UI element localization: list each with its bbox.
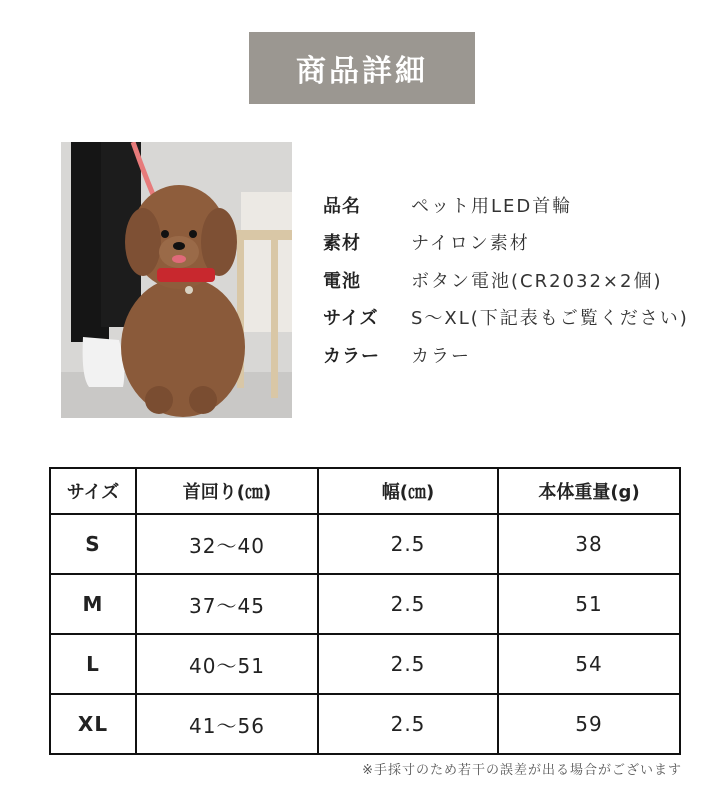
cell-width: 2.5: [318, 694, 498, 754]
spec-value: ペット用LED首輪: [411, 195, 573, 217]
page-title: 商品詳細: [249, 32, 475, 104]
size-table: [49, 467, 681, 755]
measurement-note: ※手採寸のため若干の誤差が出る場合がございます: [362, 763, 682, 778]
cell-weight: 51: [498, 574, 680, 634]
header-weight: 本体重量(g): [498, 468, 680, 514]
cell-width: 2.5: [318, 634, 498, 694]
spec-row-name: [323, 186, 723, 224]
spec-label: サイズ: [323, 308, 379, 330]
table-row: [50, 694, 680, 754]
spec-value: S〜XL(下記表もご覧ください): [411, 308, 689, 330]
header-size: サイズ: [50, 468, 136, 514]
header-width: 幅(㎝): [318, 468, 498, 514]
spec-label: 品名: [323, 195, 361, 217]
cell-width: 2.5: [318, 574, 498, 634]
spec-value: カラー: [411, 345, 471, 367]
cell-neck: 32〜40: [136, 514, 318, 574]
cell-size: L: [50, 634, 136, 694]
spec-label: 素材: [323, 233, 361, 255]
table-row: [50, 514, 680, 574]
table-header-row: [50, 468, 680, 514]
cell-neck: 41〜56: [136, 694, 318, 754]
spec-label: 電池: [323, 270, 361, 292]
header-neck: 首回り(㎝): [136, 468, 318, 514]
cell-neck: 40〜51: [136, 634, 318, 694]
cell-size: S: [50, 514, 136, 574]
spec-row-material: [323, 224, 723, 262]
table-row: [50, 634, 680, 694]
spec-row-battery: [323, 261, 723, 299]
cell-neck: 37〜45: [136, 574, 318, 634]
cell-width: 2.5: [318, 514, 498, 574]
spec-row-size: [323, 299, 723, 337]
spec-row-color: [323, 336, 723, 374]
table-row: [50, 574, 680, 634]
spec-list: [323, 186, 723, 374]
spec-label: カラー: [323, 345, 380, 367]
cell-size: M: [50, 574, 136, 634]
cell-size: XL: [50, 694, 136, 754]
cell-weight: 38: [498, 514, 680, 574]
cell-weight: 54: [498, 634, 680, 694]
dog-photo-illustration: [61, 142, 292, 418]
spec-value: ボタン電池(CR2032×2個): [411, 270, 663, 292]
product-photo: [61, 142, 292, 418]
cell-weight: 59: [498, 694, 680, 754]
spec-value: ナイロン素材: [411, 233, 530, 255]
